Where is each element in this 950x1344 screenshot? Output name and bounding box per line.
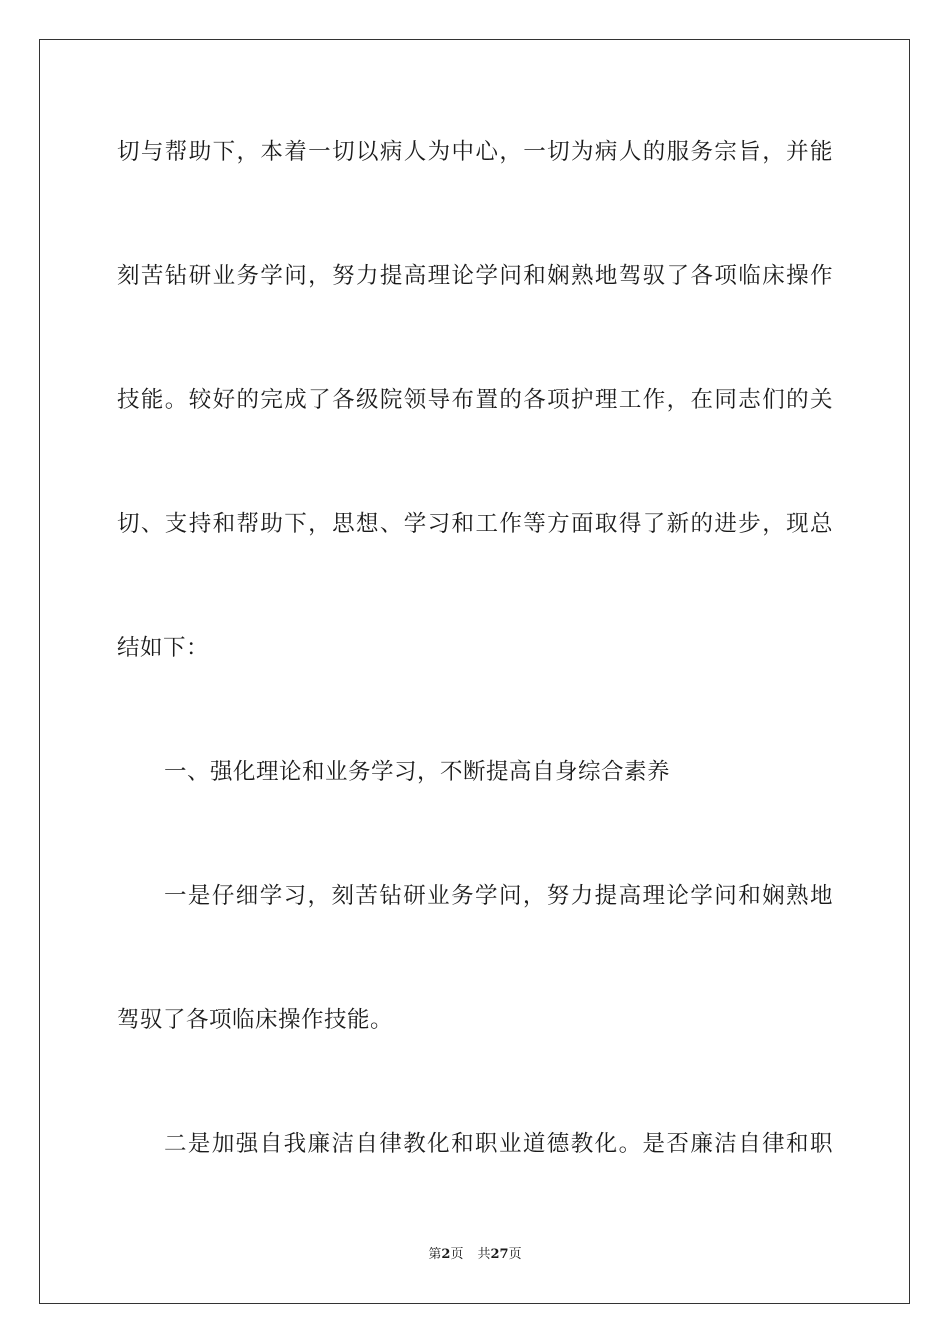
total-pages: 27	[490, 1247, 509, 1262]
section-heading: 一、强化理论和业务学习，不断提高自身综合素养	[164, 759, 671, 785]
total-prefix: 共	[477, 1247, 491, 1262]
text-line-5: 结如下：	[117, 635, 210, 661]
text-line-7: 一是仔细学习，刻苦钻研业务学问，努力提高理论学问和娴熟地	[164, 883, 833, 909]
page-prefix: 第	[428, 1247, 442, 1262]
page-unit: 页	[450, 1247, 464, 1262]
text-line-9: 二是加强自我廉洁自律教化和职业道德教化。是否廉洁自律和职	[164, 1131, 833, 1157]
text-line-2: 刻苦钻研业务学问，努力提高理论学问和娴熟地驾驭了各项临床操作	[117, 263, 833, 289]
page-border	[39, 39, 910, 1304]
page-footer	[0, 1245, 950, 1265]
total-unit: 页	[508, 1247, 522, 1262]
text-line-4: 切、支持和帮助下，思想、学习和工作等方面取得了新的进步，现总	[117, 511, 833, 537]
page-number: 2	[441, 1247, 451, 1262]
text-line-8: 驾驭了各项临床操作技能。	[117, 1007, 394, 1033]
text-line-1: 切与帮助下，本着一切以病人为中心，一切为病人的服务宗旨，并能	[117, 139, 833, 165]
text-line-3: 技能。较好的完成了各级院领导布置的各项护理工作，在同志们的关	[117, 387, 833, 413]
